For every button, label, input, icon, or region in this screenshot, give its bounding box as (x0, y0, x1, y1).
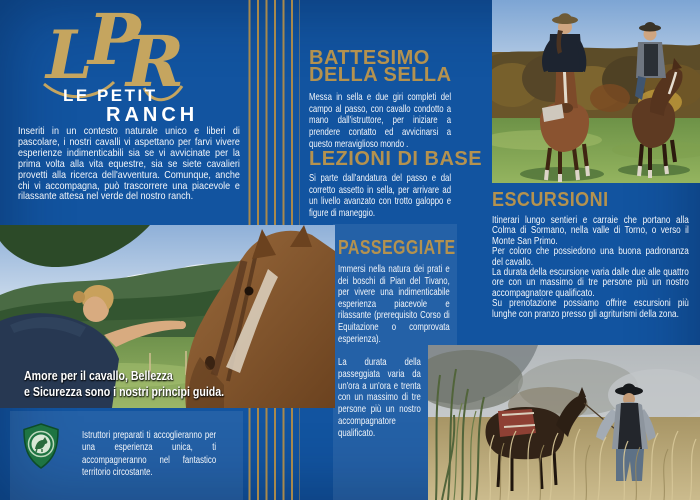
intro-paragraph: Inseriti in un contesto naturale unico e liberi di pascolare, i nostri cavalli vi aspettano per farvi vivere esperienze indimenticabili sia se vi avvicinate per la prima volta alla vita equestre, sia se siete cavalieri provetti alla ricerca dell'avventura. Comunque, anche chi vi accompagna, può trascorrere una piacevole e rilassante attesa nel verde del nostro ranch. (18, 125, 240, 203)
section-title-battesimo: BATTESIMO DELLA SELLA (309, 47, 452, 86)
photo-caption-line1: Amore per il cavallo, Bellezza (24, 369, 173, 383)
escursioni-paragraph: Per coloro che possiedono una buona padronanza del cavallo. (492, 246, 689, 268)
passeggiate-body1: Immersi nella natura dei prati e dei boschi di Pian del Tivano, per vivere una indimenticabile esperienza piacevole e rilassante (prerequisito Corso di Equitazione o comprovata esperienza). (338, 263, 450, 345)
escursioni-paragraph: Su prenotazione possiamo offrire escursioni più lunghe con pranzo presso gli agriturismi della zona. (492, 298, 689, 320)
ranch-name-line2: RANCH (106, 104, 199, 126)
svg-text:L: L (46, 16, 93, 94)
escursioni-paragraph: Itinerari lungo sentieri e carraie che portano alla Colma di Sormano, nella valle di Torno, o verso il Monte San Primo. (492, 215, 689, 247)
escursioni-body (492, 216, 689, 320)
footer-note: Istruttori preparati ti accoglieranno per una esperienza unica, ti accompagneranno nel fantastico territorio circostante. (82, 430, 217, 478)
ranch-crest-icon (22, 423, 60, 469)
escursioni-paragraph: La durata della escursione varia dalle due alle quattro ore con un massimo di tre persone più un nostro accompagnatore qualificato. (492, 267, 689, 299)
photo-caption (24, 368, 224, 400)
passeggiate-body2: La durata della passeggiata varia da un'ora a un'ora e trenta con un massimo di tre persone più un nostro accompagnatore qualificato. (338, 356, 421, 439)
battesimo-body: Messa in sella e due giri completi del campo al passo, con cavallo condotto a mano dall'istruttore, per iniziare a prendere contatto ed avvicinarsi a questo meraviglioso mondo . (309, 91, 452, 150)
section-title-lezioni: LEZIONI DI BASE (309, 148, 483, 170)
svg-text:P: P (88, 2, 141, 81)
photo-rider-dry-field (428, 345, 700, 500)
section-title-passeggiate: PASSEGGIATE (338, 237, 456, 259)
photo-caption-line2: e Sicurezza sono i nostri principi guida. (24, 385, 225, 399)
photo-woman-petting-horse (0, 225, 335, 408)
photo-two-riders (492, 0, 700, 183)
svg-text:R: R (126, 20, 185, 102)
ranch-name-line1: LE PETIT (63, 86, 158, 105)
lezioni-body: Si parte dall'andatura del passo e dal corretto assetto in sella, per arrivare ad un livello avanzato con trotto galoppo e figure di maneggio. (309, 172, 452, 220)
section-title-escursioni: ESCURSIONI (492, 189, 609, 211)
